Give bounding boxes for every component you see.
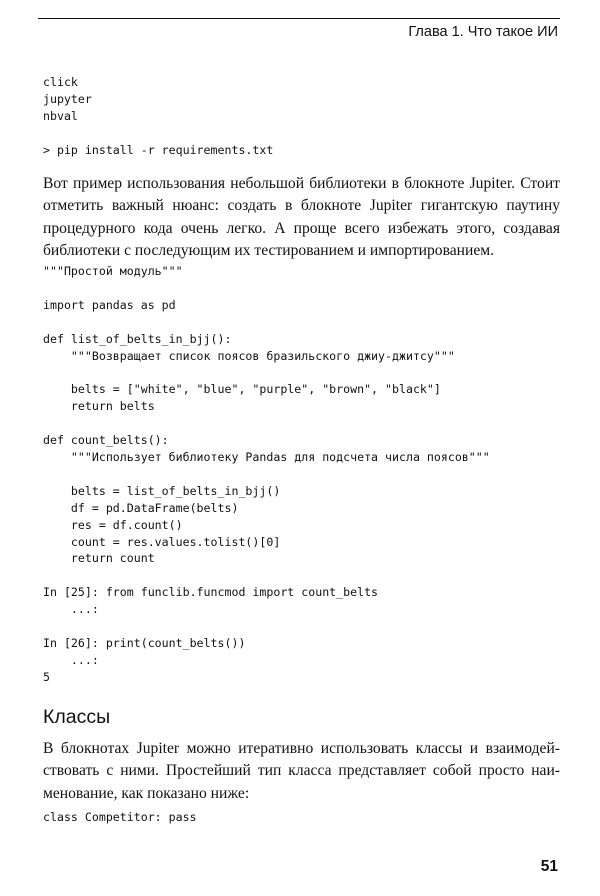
code-line: """Использует библиотеку Pandas для подсчета числа поясов""": [43, 449, 490, 464]
paragraph-line: ствовать с ними. Простейший тип класса представляет собой просто наи-: [43, 762, 560, 780]
code-line: ...:: [43, 602, 99, 617]
code-line: jupyter: [43, 91, 92, 106]
install-command: [43, 142, 273, 159]
code-line: count = res.values.tolist()[0]: [43, 534, 281, 549]
header-rule: [38, 18, 560, 19]
requirements-code-block: [43, 74, 92, 125]
code-line: """Возвращает список поясов бразильского джиу-джитсу""": [43, 348, 455, 363]
page-number: 51: [540, 858, 558, 875]
code-line: return count: [43, 551, 155, 566]
code-line: import pandas as pd: [43, 297, 176, 312]
paragraph-line: Вот пример использования небольшой библиотеки в блокноте Jupiter. Стоит: [43, 175, 560, 192]
body-paragraph: [43, 738, 560, 805]
chapter-header: Глава 1. Что такое ИИ: [408, 24, 558, 40]
code-line: """Простой модуль""": [43, 264, 183, 278]
paragraph-line: В блокнотах Jupiter можно итеративно использовать классы и взаимодей-: [43, 740, 560, 757]
code-line: def list_of_belts_in_bjj():: [43, 331, 232, 346]
code-line: belts = ["white", "blue", "purple", "brown", "black"]: [43, 382, 441, 397]
code-line: belts = list_of_belts_in_bjj(): [43, 483, 281, 498]
code-line: In [26]: print(count_belts()): [43, 635, 246, 650]
code-line: ...:: [43, 652, 99, 667]
body-paragraph: [43, 173, 560, 262]
module-code-block: [43, 263, 490, 686]
paragraph-line: библиотеки с последующим их тестированием и импортированием.: [43, 241, 495, 259]
code-line: def count_belts():: [43, 433, 169, 448]
code-line: res = df.count(): [43, 517, 183, 532]
code-line: df = pd.DataFrame(belts): [43, 500, 239, 515]
code-line: 5: [43, 669, 50, 684]
code-line: class Competitor: pass: [43, 810, 197, 824]
code-line: click: [43, 75, 78, 89]
class-code-block: [43, 809, 197, 826]
code-line: nbval: [43, 108, 78, 123]
paragraph-line: процедурного кода очень легко. А проще всего избежать этого, создавая: [43, 219, 560, 237]
code-line: return belts: [43, 399, 155, 414]
paragraph-line: отметить важный нюанс: создать в блокноте Jupiter гигантскую паутину: [43, 197, 560, 215]
code-line: In [25]: from funclib.funcmod import count_belts: [43, 585, 379, 600]
code-line: > pip install -r requirements.txt: [43, 143, 274, 157]
paragraph-line: менование, как показано ниже:: [43, 784, 250, 802]
section-heading: Классы: [43, 706, 111, 728]
